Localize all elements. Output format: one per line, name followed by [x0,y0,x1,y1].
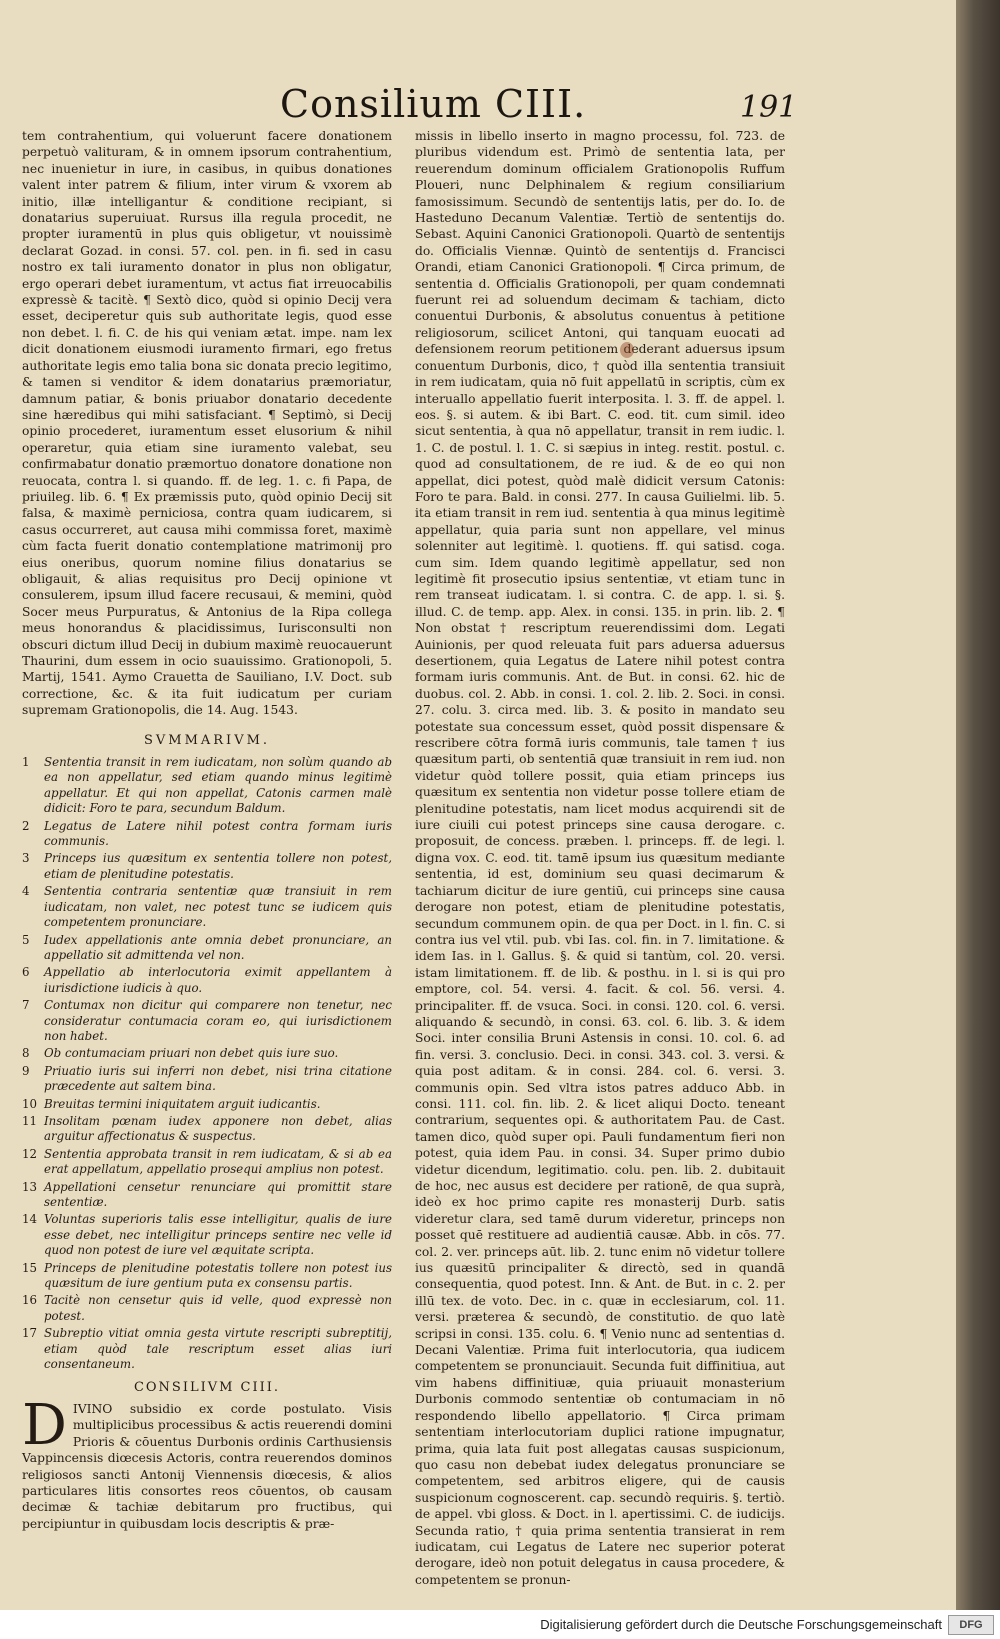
summarium-item [22,1180,392,1211]
summarium-text: Sententia transit in rem iudicatam, non solùm quando ab ea non appellatur, sed etiam quando minus legitimè appellatur. Et qui non appellat, Catonis carmen malè didicit: Foro te para, secundum Baldum. [44,755,392,816]
right-column-text: missis in libello inserto in magno processu, fol. 723. de pluribus videndum est. Primò de sententia lata, per reuerendum dominum officialem Grationopolis Ruffum Ploueri, nunc Delphinalem & regium consiliarium famosissimum. Secundò de sententijs latis, per do. Io. de Hasteduno Decanum Valentiæ. Tertiò de sententijs do. Sebast. Aquini Canonici Grationopoli. Quartò de sententijs do. Officialis Viennæ. Quintò de sententijs d. Francisci Orandi, etiam Canonici Grationopoli. ¶ Circa primum, de sententia d. Officialis Grationopoli, per quam condemnati fuerunt rei ad soluendum decimam & tachiam, dicto conuentui Durbonis, & absolutus conuentus à petitione religiosorum, scilicet Antoni, qui tanquam euocati ad defensionem reorum petitionem dederant aduersus ipsum conuentum Durbonis, dico, † quòd illa sententia transiuit in rem iudicatam, quia nō fuit appellatū in scriptis, cùm ex interuallo appellatio fuerit interposita. l. 3. ff. de appel. l. eos. §. si autem. & ibi Bart. C. eod. tit. cum simil. ideo sicut sententia, à qua nō appellatur, transit in rem iudic. l. 1. C. de postul. l. 1. C. si sæpius in integ. restit. postul. c. quod ad consultationem, de re iud. & de eo qui non appellat, dici potest, quòd malè didicit versum Catonis: Foro te para. Bald. in consi. 277. In causa Guilielmi. lib. 5. ita etiam transit in rem iud. sententia à qua minus legitimè appellatur, quia paria sunt non appellare, vel minus solenniter aut legitimè. l. quotiens. ff. qui satisd. coga. cum sim. Idem quando legitimè appellatur, sed non legitimè fit prosecutio ipsius sententiæ, vt etiam tunc in rem transeat iudicatam. l. si contra. C. de app. l. si. §. illud. C. de temp. app. Alex. in consi. 135. in prin. lib. 2. ¶ Non obstat † rescriptum reuerendissimi dom. Legati Auinionis, per quod releuata fuit pars aduersa aduersus desertionem, quia Legatus de Latere nihil potest contra formam iuris communis. Ant. de But. in consi. 62. hic de duobus. col. 2. Abb. in consi. 1. col. 2. lib. 2. Soci. in consi. 27. colu. 3. circa med. lib. 3. & posito in mandato seu potestate sua concessum esset, quòd possit dispensare & rescribere cōtra formā iuris communis, tale tamen † ius quæsitum parti, ob sententiā quæ transiuit in rem iud. non videtur quòd tollere possit, quia etiam princeps ius quæsitum ex sententia non videtur posse tollere etiam de plenitudine potestatis, nam licet modus acquirendi sit de iure ciuili cui potest princeps sine causa derogare. c. proposuit, de concess. præben. l. princeps. ff. de legi. l. digna vox. C. eod. tit. tamē ipsum ius quæsitum mediante sententia, id est, dominium seu quasi decimarum & tachiarum dicitur de iure gentiū, cui princeps sine causa derogare non potest, etiam de plenitudine potestatis, secundum communem opin. de qua per Doct. in l. fin. C. si contra ius vel vtil. pub. vbi Ias. col. fin. in 7. limitatione. & idem Ias. in l. Gallus. §. & quid si tantùm, col. 20. versi. istam limitationem. ff. de lib. & posthu. in l. si is qui pro emptore, col. 54. versi. 4. facit. & col. 56. versi. 4. principaliter. ff. de vsuca. Soci. in consi. 120. col. 6. versi. aliquando & secundò, in consi. 63. col. 6. lib. 3. & idem Soci. inter consilia Bruni Astensis in consi. 10. col. 6. ad fin. versi. 3. conclusio. Deci. in consi. 343. col. 3. versi. & quia post aditam. & in consi. 284. col. 6. versi. 3. communis opin. Sed vltra istos patres adduco Abb. in consi. 111. col. fin. lib. 2. & licet aliqui Docto. teneant contrarium, sequentes opi. & authoritatem Pau. de Cast. tamen dico, quòd super opi. Pauli fundamentum fieri non potest, quia idem Pau. in consi. 34. Super primo dubio videtur dicendum, legitimatio. colu. pen. lib. 2. dubitauit de hoc, nec ausus est decidere per rationē, de qua suprà, ideò ex hoc primo capite res monasterij Durb. satis videretur clara, sed tamē durum videretur, princeps non posset quē restituere ad audientiā causæ. Abb. in cōs. 77. col. 2. ver. princeps aūt. lib. 2. tunc enim nō videtur tollere ius quæsitū principaliter & directò, sed in quandā consequentia, quod potest. Inn. & Ant. de But. in c. 2. per illū tex. de voto. Dec. in c. quæ in ecclesiarum, col. 11. versi. præterea & secundò, de constitutio. de quo latè scripsi in consi. 135. colu. 6. ¶ Venio nunc ad sententias d. Decani Valentiæ. Prima fuit interlocutoria, qua iudicem competentem se pronunciauit. Secunda fuit diffinitiua, aut vim habens diffinitiuæ, quia priuauit monasterium Durbonis commodo sententiæ ob contumaciam in nō respondendo libello appellatorio. ¶ Circa primam sententiam interlocutoriam duplici ratione impugnatur, prima, quia lata fuit post allegatas causas suspicionum, quo casu non debebat iudex delegatus pronunciare se competentem, sed arbitros eligere, qui de causis suspicionum cognoscerent. cap. secundò requiris. §. tertiò. de appel. vbi gloss. & Doct. in l. apertissimi. C. de iudicijs. Secunda ratio, † quia prima sententia transierat in rem iudicatam, cui Legatus de Latere nec superior poterat derogare, ideò non potuit delegatus in causa procedere, & competentem se pronun- [415,129,785,1587]
summarium-number: 15 [22,1260,38,1275]
summarium-item [22,1147,392,1178]
summarium-number: 14 [22,1212,38,1227]
summarium-item [22,755,392,817]
summarium-text: Princeps de plenitudine potestatis tollere non potest ius quæsitum de iure gentium puta ex consensu partis. [44,1260,392,1291]
summarium-text: Breuitas termini iniquitatem arguit iudicantis. [44,1096,321,1111]
summarium-number: 7 [22,998,30,1013]
summarium-number: 13 [22,1179,38,1194]
summarium-text: Sententia approbata transit in rem iudicatam, & si ab ea erat appellatum, appellatio prosequi amplius non potest. [44,1146,392,1177]
summarium-item [22,998,392,1044]
right-column [415,128,785,1588]
summarium-number: 1 [22,755,30,770]
left-column [22,128,392,1532]
summarium-item [22,1046,392,1061]
dfg-logo: DFG [948,1615,994,1635]
summarium-item [22,1097,392,1112]
summarium-text: Iudex appellationis ante omnia debet pronunciare, an appellatio sit admittenda vel non. [44,932,392,962]
summarium-text: Ob contumaciam priuari non debet quis iure suo. [44,1046,339,1061]
summarium-item [22,884,392,930]
summarium-text: Princeps ius quæsitum ex sententia tollere non potest, etiam de plenitudine potestatis. [44,851,392,881]
summarium-number: 12 [22,1146,38,1161]
summarium-number: 3 [22,851,30,866]
summarium-number: 6 [22,965,30,980]
summarium-number: 9 [22,1063,30,1078]
summarium-item [22,851,392,882]
summarium-text: Appellatio ab interlocutoria eximit appellantem à iurisdictione iudicis à quo. [44,965,392,995]
summarium-text: Legatus de Latere nihil potest contra formam iuris communis. [44,818,392,849]
summarium-number: 11 [22,1113,38,1128]
summarium-number: 5 [22,932,30,947]
summarium-number: 8 [22,1046,30,1061]
summarium-item [22,933,392,964]
summarium-item [22,1064,392,1095]
summarium-item [22,1114,392,1145]
summarium-number: 17 [22,1326,38,1341]
funding-credit: Digitalisierung gefördert durch die Deutsche Forschungsgemeinschaft [540,1617,942,1632]
drop-capital: D [22,1392,67,1458]
opening-text: IVINO subsidio ex corde postulato. Visis multiplicibus processibus & actis reuerendi domini Prioris & cōuentus Durbonis ordinis Carthusiensis Vappincensis diœcesis Actoris, contra reuerendos dominos religiosos sancti Antonij Viennensis diœcesis, & alios particulares litis consortes reos cōuentos, ob causam decimæ & tachiæ debitarum pro fructibus, qui percipiuntur in quibusdam locis descriptis & præ- [22,1401,392,1531]
page-number: 191 [740,90,798,125]
summarium-text: Contumax non dicitur qui comparere non tenetur, nec consideratur contumacia coram eo, qui iurisdictionem non habet. [44,998,392,1043]
summarium-text: Voluntas superioris talis esse intelligitur, qualis de iure esse debet, nec intelligitur princeps sentire nec velle id quod non potest de iure vel æquitate scripta. [44,1212,392,1258]
continuation-paragraph: tem contrahentium, qui voluerunt facere donationem perpetuò valituram, & in omnem ipsorum contrahentium, nec inuenietur in iure, in casibus, in quibus donationes valent inter patrem & filium, inter virum & vxorem ab initio, illæ intelligantur & conditione recipiant, si donatarius superuiuat. Rursus illa regula procedit, ne propter iuramentū in plus quis obligetur, vt nouissimè declarat Gozad. in consi. 57. col. pen. in fi. sed in casu nostro ex tali iuramento donator in plus non obligatur, ergo operari debet iuramentum, vt actus fiat irreuocabilis expressè & tacitè. ¶ Sextò dico, quòd si opinio Decij vera esset, deciperetur quis sub authoritate legis, quod esse non debet. l. fi. C. de his qui veniam ætat. impe. nam lex dicit donationem eiusmodi iuramento firmari, ego fretus authoritate legis emo talia bona sic donata precio legitimo, & tamen si venditor & idem donatarius præmoriatur, damnum patiar, & bonis priuabor donatario decedente sine hæredibus qui mihi satisfaciant. ¶ Septimò, si Decij opinio procederet, iuramentum esset elusorium & nihil operaretur, quia etiam sine iuramento valebat, seu confirmabatur donatio præmortuo donatore donatione non reuocata, contra l. si quando. ff. de leg. 1. c. fi Papa, de priuileg. lib. 6. ¶ Ex præmissis puto, quòd opinio Decij sit falsa, & maximè perniciosa, contra quam iudicarem, si casus occurreret, aut causa mihi commissa foret, maximè cùm facta fuerit donatio contemplatione matrimonij pro eius oneribus, quorum nomine filius donatarius se obligauit, & alias requisitus pro Decij opinione vt consulerem, ipsum illud facere recusaui, & memini, quòd Socer meus Purpuratus, & Antonius de la Ripa collega meus honorandus & placidissimus, Iurisconsulti non obscuri dictum illud Decij in dubium maximè reuocauerunt Thaurini, dum essem in ocio suauissimo. Grationopoli, 5. Martij, 1541. Aymo Crauetta de Sauiliano, I.V. Doct. sub correctione, &c. & ita fuit iudicatum per curiam supremam Grationopolis, die 14. Aug. 1543. [22,129,392,718]
summarium-item [22,965,392,996]
summarium-text: Insolitam pœnam iudex apponere non debet, alias arguitur affectionatus & suspectus. [44,1113,392,1144]
book-edge [956,0,1000,1610]
summarium-text: Sententia contraria sententiæ quæ transiuit in rem iudicatam, non valet, nec potest tunc se iudicem quis competentem pronunciare. [44,884,392,930]
consilium-heading: CONSILIVM CIII. [133,1380,281,1396]
summarium-item [22,1261,392,1292]
footer-bar [0,1610,1000,1639]
paper-stain [620,342,634,358]
summarium-number: 2 [22,818,30,833]
summarium-text: Priuatio iuris sui inferri non debet, nisi trina citatione præcedente aut saltem bina. [44,1063,392,1094]
summarium-text: Subreptio vitiat omnia gesta virtute rescripti subreptitij, etiam quòd tale rescriptum esset alias iuri consentaneum. [44,1326,392,1372]
summarium-number: 10 [22,1096,38,1111]
summarium-item [22,819,392,850]
running-head: Consilium CIII. [280,82,587,126]
summarium-number: 4 [22,884,30,899]
summarium-item [22,1293,392,1324]
summarium-item [22,1212,392,1258]
summarium-heading: SVMMARIVM. [143,732,271,748]
summarium-text: Tacitè non censetur quis id velle, quod expressè non potest. [44,1293,392,1323]
summarium-number: 16 [22,1293,38,1308]
opening-paragraph [22,1392,392,1532]
summarium-item [22,1326,392,1372]
summarium-list [22,755,392,1372]
summarium-text: Appellationi censetur renunciare qui promittit stare sententiæ. [44,1179,392,1209]
